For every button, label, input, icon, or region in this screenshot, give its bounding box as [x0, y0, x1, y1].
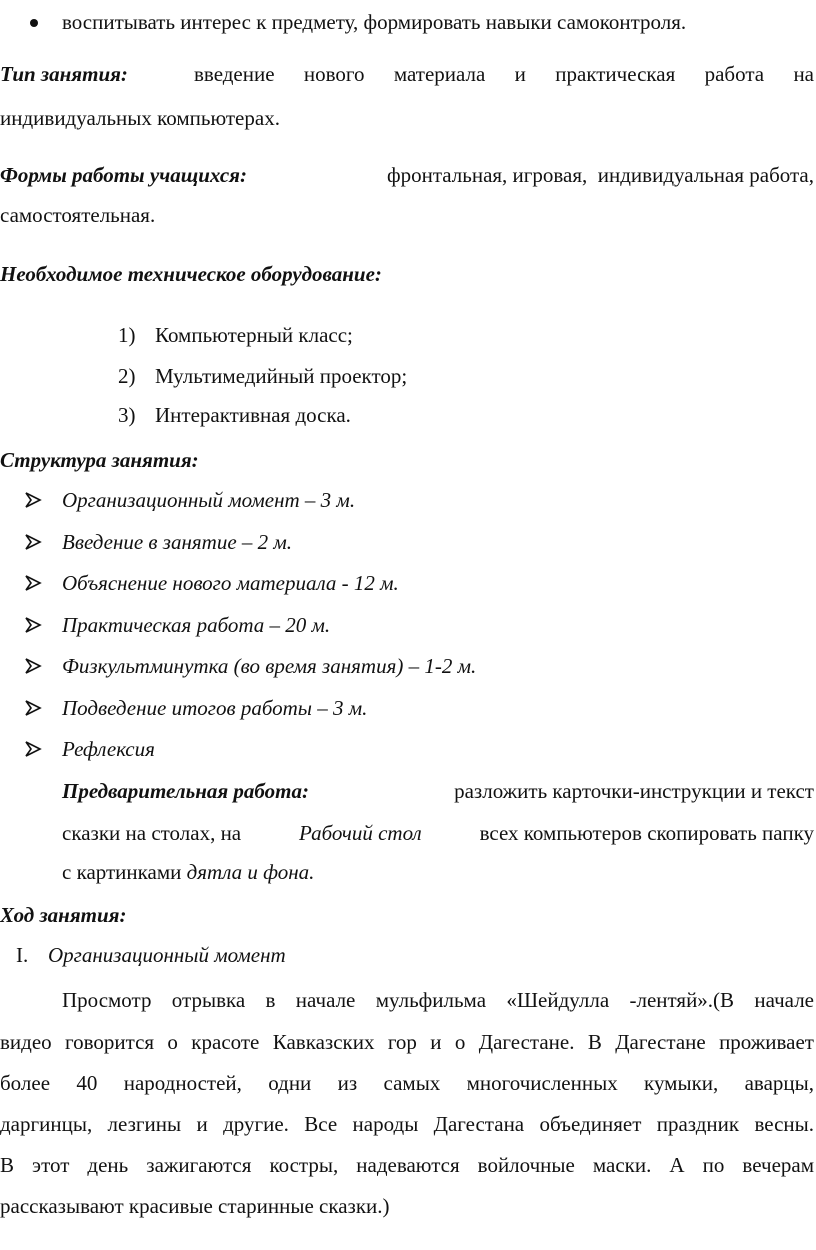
structure-item: Введение в занятие – 2 м.	[62, 530, 293, 554]
arrow-bullet-icon	[24, 657, 42, 675]
section-title: Организационный момент	[48, 943, 286, 967]
arrow-bullet-icon	[24, 533, 42, 551]
equipment-item: Компьютерный класс;	[155, 323, 353, 347]
arrow-bullet-icon	[24, 491, 42, 509]
structure-item: Практическая работа – 20 м.	[62, 613, 331, 637]
work-forms-label: Формы работы учащихся:	[0, 163, 247, 187]
desktop-term: Рабочий стол	[299, 821, 422, 845]
structure-item: Организационный момент – 3 м.	[62, 488, 356, 512]
lesson-type-value-cont: индивидуальных компьютерах.	[0, 106, 280, 130]
arrow-bullet-icon	[24, 699, 42, 717]
goal-item: воспитывать интерес к предмету, формировать навыки самоконтроля.	[62, 10, 687, 34]
work-forms-value: фронтальная, игровая, индивидуальная работа,	[386, 163, 814, 187]
lesson-type-block	[0, 64, 814, 85]
lesson-type-label: Тип занятия:	[0, 62, 128, 86]
equipment-item-num: 1)	[118, 323, 136, 347]
equipment-item: Интерактивная доска.	[155, 403, 351, 427]
section-number: I.	[16, 943, 29, 967]
arrow-bullet-icon	[24, 616, 42, 634]
lesson-type-value: введение нового материала и практическая работа на	[194, 62, 814, 86]
preliminary-line-2: сказки на столах, на Рабочий стол всех компьютеров скопировать папку	[62, 821, 814, 845]
structure-item: Подведение итогов работы – 3 м.	[62, 696, 368, 720]
structure-item: Физкультминутка (во время занятия) – 1-2 м.	[62, 654, 477, 678]
structure-item: Объяснение нового материала - 12 м.	[62, 571, 399, 595]
paragraph-line: видео говорится о красоте Кавказских гор и о Дагестане. В Дагестане проживает	[0, 1030, 814, 1054]
paragraph-line: более 40 народностей, одни из самых многочисленных кумыки, аварцы,	[0, 1071, 814, 1095]
structure-heading: Структура занятия:	[0, 448, 199, 472]
arrow-bullet-icon	[24, 574, 42, 592]
equipment-item-num: 2)	[118, 364, 136, 388]
preliminary-label: Предварительная работа:	[62, 779, 309, 803]
structure-item: Рефлексия	[62, 737, 155, 761]
course-heading: Ход занятия:	[0, 903, 127, 927]
paragraph-line: Просмотр отрывка в начале мульфильма «Шейдулла -лентяй».(В начале	[62, 988, 814, 1012]
paragraph-line: В этот день зажигаются костры, надеваются войлочные маски. А по вечерам	[0, 1153, 814, 1177]
work-forms-value-cont: самостоятельная.	[0, 203, 156, 227]
preliminary-line-1	[62, 781, 814, 802]
paragraph-line: даргинцы, лезгины и другие. Все народы Дагестана объединяет праздник весны.	[0, 1112, 814, 1136]
equipment-item-num: 3)	[118, 403, 136, 427]
equipment-item: Мультимедийный проектор;	[155, 364, 408, 388]
arrow-bullet-icon	[24, 740, 42, 758]
paragraph-line: рассказывают красивые старинные сказки.)	[0, 1194, 390, 1218]
preliminary-text: разложить карточки-инструкции и текст	[454, 779, 814, 803]
preliminary-line-3: с картинками дятла и фона.	[62, 860, 315, 884]
bullet-icon	[30, 19, 38, 27]
equipment-heading: Необходимое техническое оборудование:	[0, 262, 382, 286]
work-forms-block	[0, 165, 814, 186]
